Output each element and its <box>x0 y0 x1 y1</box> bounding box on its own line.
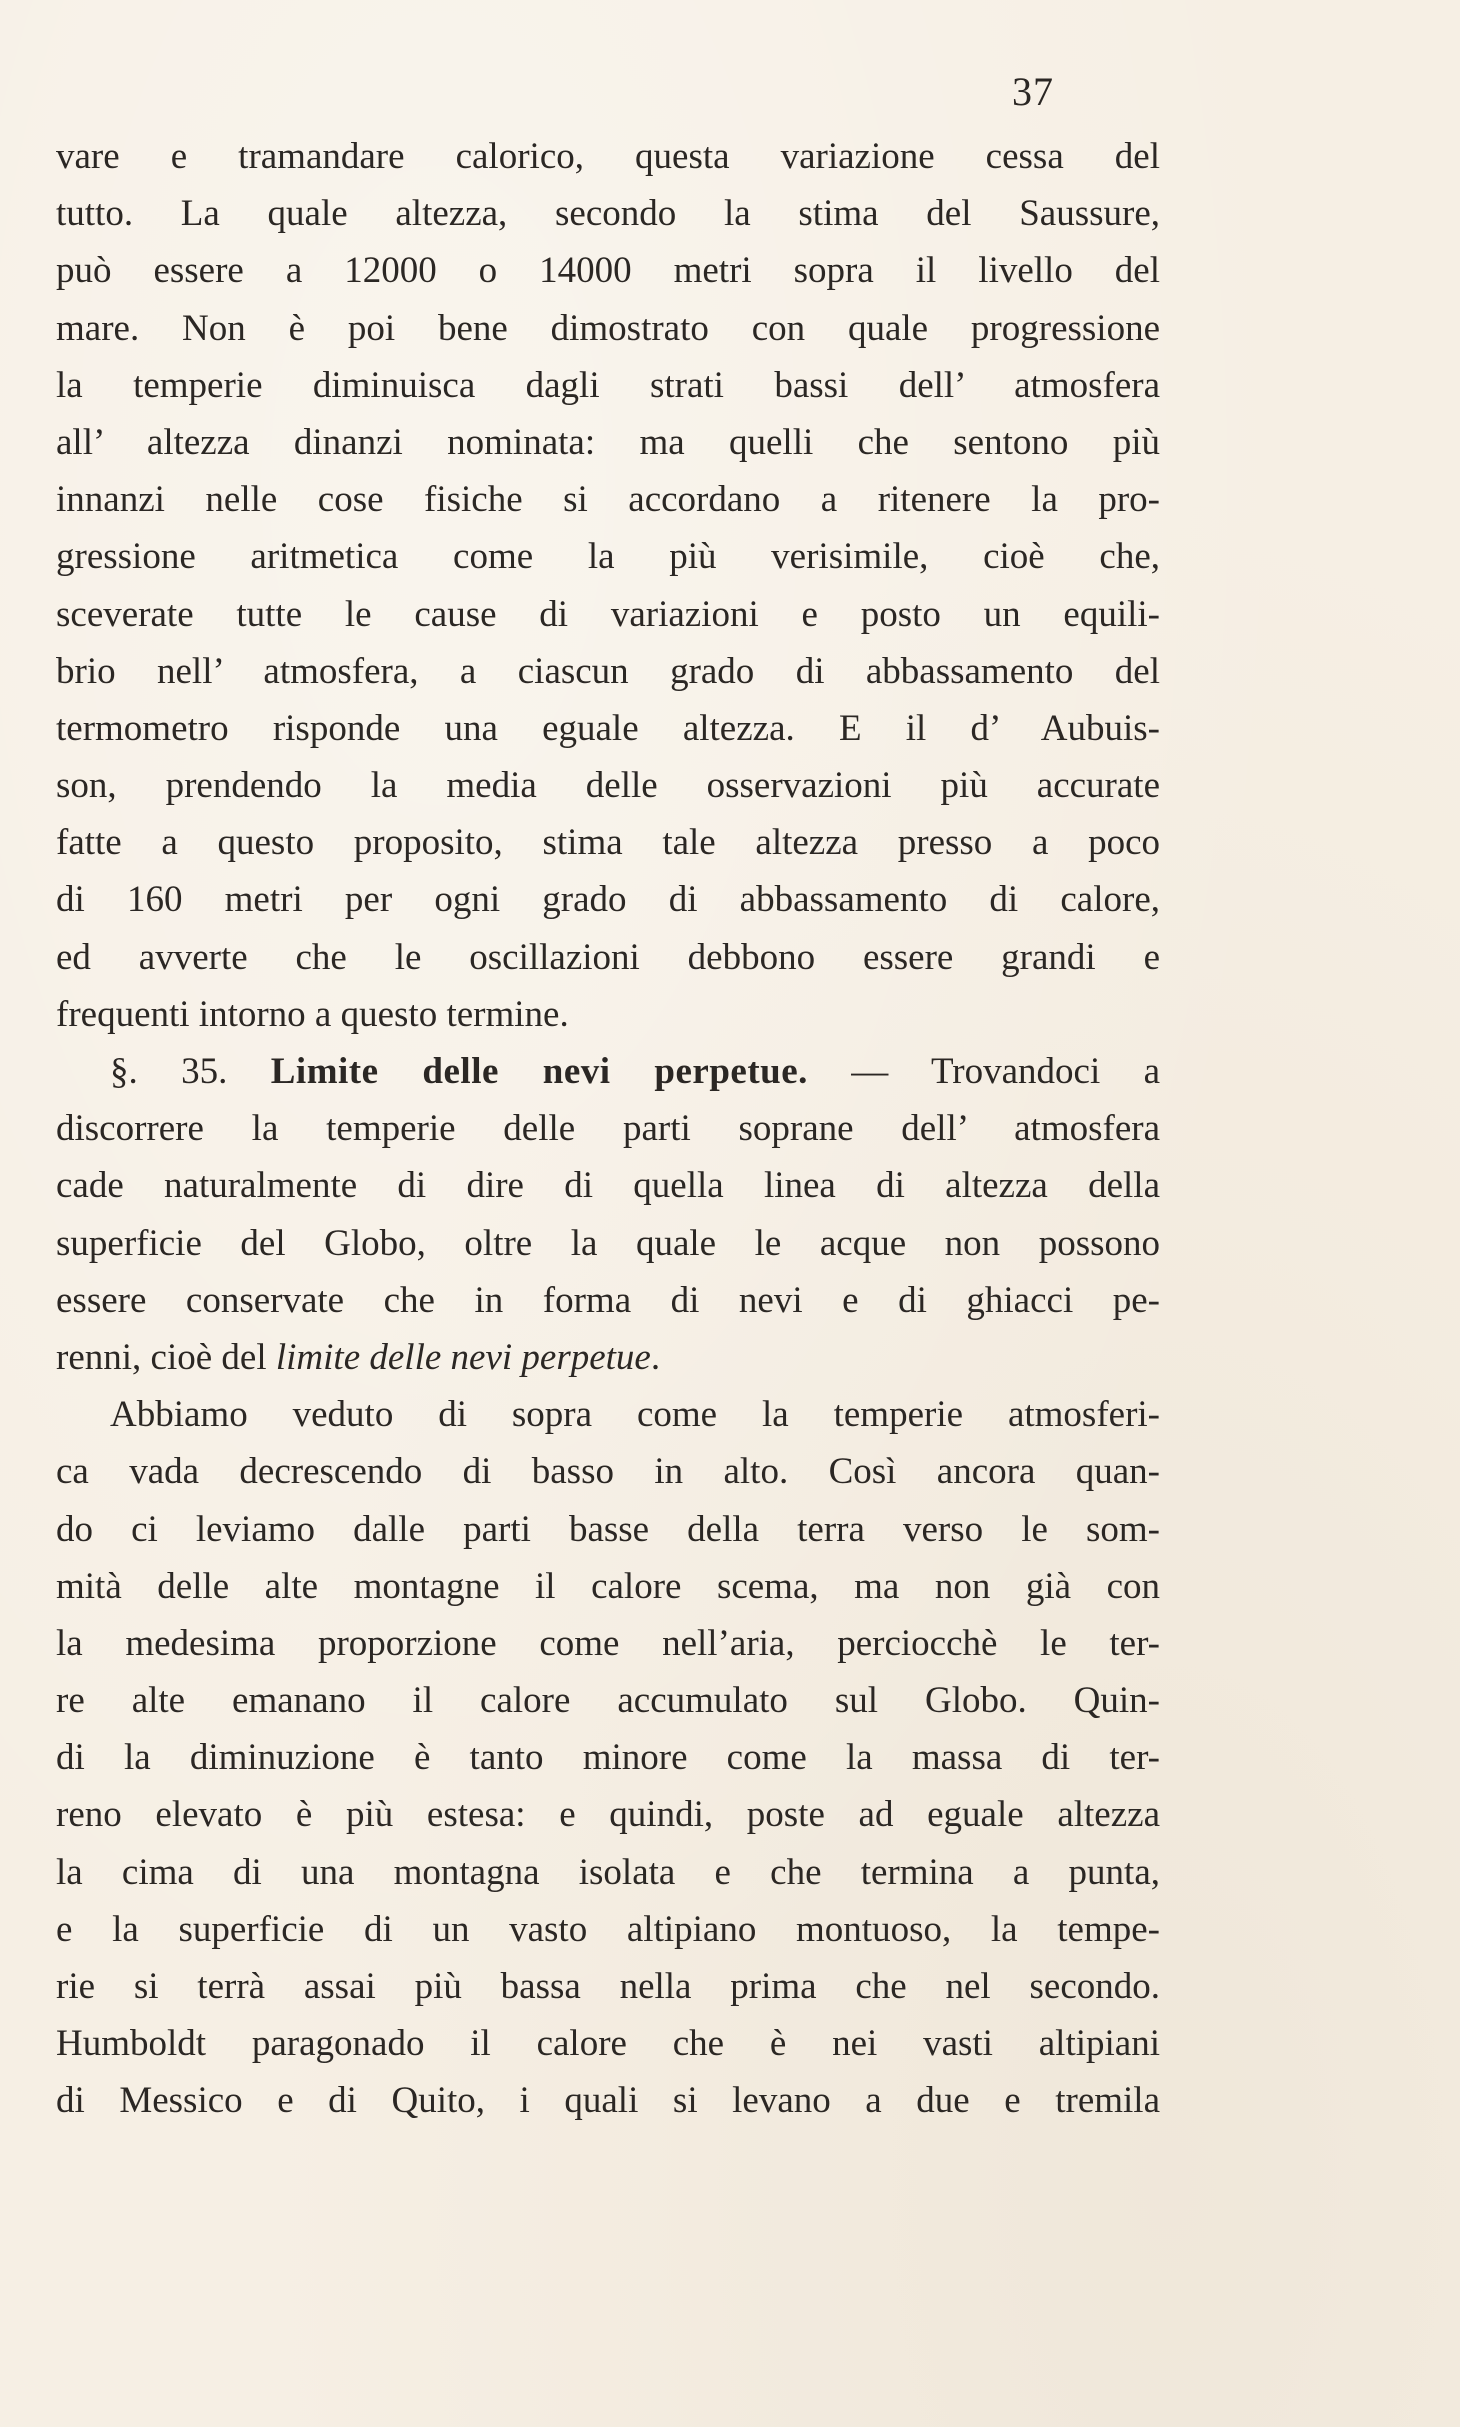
text-line: la medesima proporzione come nell’aria, perciocchè le ter- <box>56 1622 1160 1664</box>
text-line: cade naturalmente di dire di quella linea di altezza della <box>56 1165 1160 1207</box>
text-line: mità delle alte montagne il calore scema, ma non già con <box>56 1565 1160 1607</box>
text-line: la temperie diminuisca dagli strati bassi dell’ atmosfera <box>56 364 1160 406</box>
line-prefix: renni, cioè del <box>56 1336 276 1378</box>
text-line: brio nell’ atmosfera, a ciascun grado di abbassamento del <box>56 650 1160 692</box>
text-line: do ci leviamo dalle parti basse della terra verso le som- <box>56 1508 1160 1550</box>
text-line: di 160 metri per ogni grado di abbassamento di calore, <box>56 879 1160 921</box>
line-suffix: . <box>650 1336 661 1378</box>
text-line: di la diminuzione è tanto minore come la massa di ter- <box>56 1737 1160 1779</box>
text-line: vare e tramandare calorico, questa variazione cessa del <box>56 136 1160 177</box>
text-line: reno elevato è più estesa: e quindi, poste ad eguale altezza <box>56 1794 1160 1836</box>
section-heading-line <box>56 1043 1160 1100</box>
section-heading: Limite delle nevi perpetue. <box>270 1051 808 1092</box>
section-marker: §. 35. <box>110 1051 228 1092</box>
text-line: può essere a 12000 o 14000 metri sopra il livello del <box>56 250 1160 292</box>
text-line: Abbiamo veduto di sopra come la temperie atmosferi- <box>110 1394 1160 1436</box>
text-line: tutto. La quale altezza, secondo la stima del Saussure, <box>56 193 1160 235</box>
text-line: gressione aritmetica come la più verisimile, cioè che, <box>56 536 1160 578</box>
text-line: innanzi nelle cose fisiche si accordano a ritenere la pro- <box>56 479 1160 521</box>
text-line: la cima di una montagna isolata e che termina a punta, <box>56 1851 1160 1893</box>
text-line: di Messico e di Quito, i quali si levano a due e tremila <box>56 2080 1160 2122</box>
text-line: sceverate tutte le cause di variazioni e posto un equili- <box>56 593 1160 635</box>
text-line: ca vada decrescendo di basso in alto. Così ancora quan- <box>56 1451 1160 1493</box>
text-line: frequenti intorno a questo termine. <box>56 993 569 1035</box>
text-line: Humboldt paragonado il calore che è nei vasti altipiani <box>56 2023 1160 2065</box>
text-line: ed avverte che le oscillazioni debbono essere grandi e <box>56 936 1160 978</box>
text-line: termometro risponde una eguale altezza. E il d’ Aubuis- <box>56 707 1160 749</box>
body-text <box>56 128 1160 2130</box>
text-line <box>56 1329 1160 1386</box>
text-line: superficie del Globo, oltre la quale le acque non possono <box>56 1222 1160 1264</box>
text-line: rie si terrà assai più bassa nella prima che nel secondo. <box>56 1966 1160 2007</box>
text-line: son, prendendo la media delle osservazioni più accurate <box>56 765 1160 807</box>
text-line: discorrere la temperie delle parti soprane dell’ atmosfera <box>56 1108 1160 1150</box>
text-line: e la superficie di un vasto altipiano montuoso, la tempe- <box>56 1908 1160 1950</box>
page-number: 37 <box>1012 69 1054 114</box>
text-line: re alte emanano il calore accumulato sul Globo. Quin- <box>56 1680 1160 1722</box>
text-line: fatte a questo proposito, stima tale altezza presso a poco <box>56 822 1160 864</box>
text-line: mare. Non è poi bene dimostrato con quale progressione <box>56 307 1160 349</box>
italic-term: limite delle nevi perpetue <box>275 1336 651 1378</box>
text-line: essere conservate che in forma di nevi e di ghiacci pe- <box>56 1279 1160 1321</box>
text-line: all’ altezza dinanzi nominata: ma quelli che sentono più <box>56 421 1160 463</box>
section-lead: — Trovandoci a <box>807 1051 1161 1092</box>
